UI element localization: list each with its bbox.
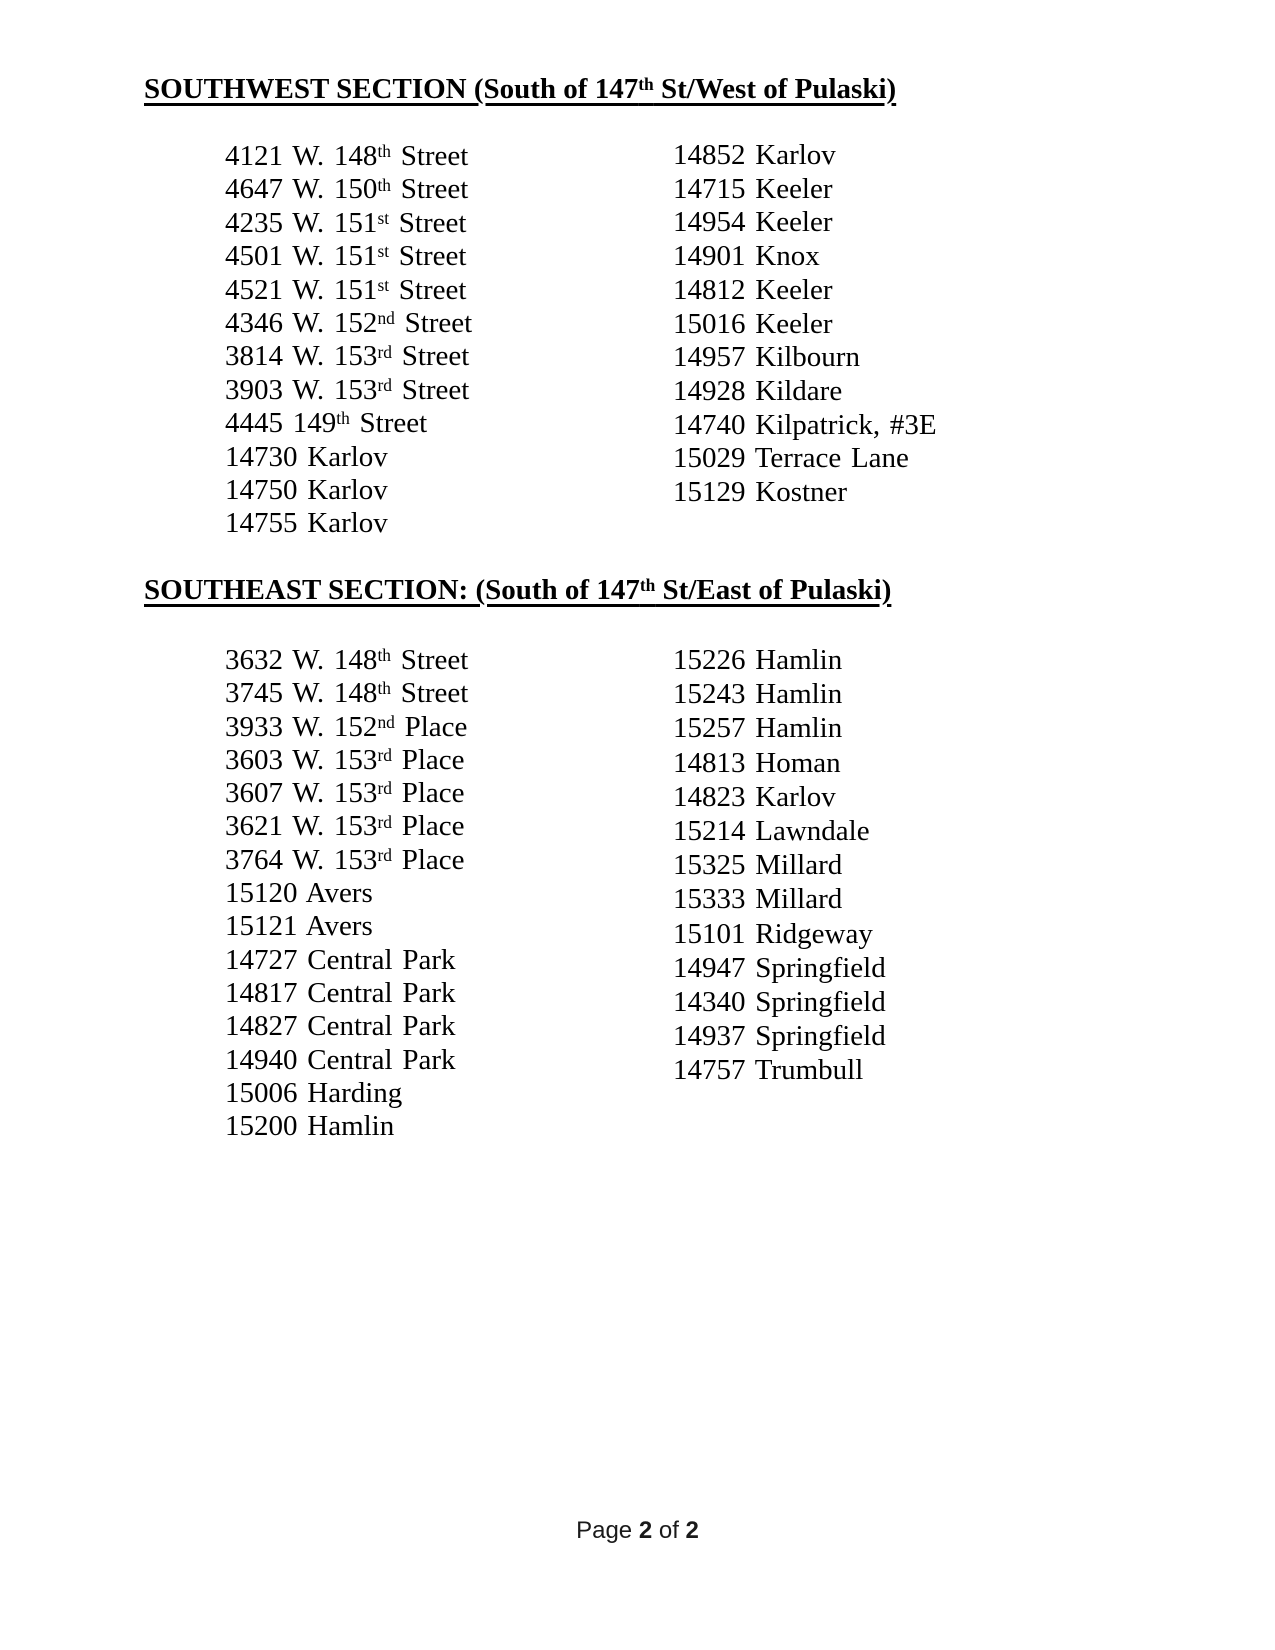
ordinal-superscript: th: [377, 174, 391, 195]
footer-total-pages: 2: [685, 1517, 699, 1544]
southeast-address-column-right: [673, 643, 886, 1088]
address-item: 14823 Karlov: [673, 780, 836, 813]
address-item: 14812 Keeler: [673, 273, 833, 306]
address-item: 14730 Karlov: [225, 440, 388, 473]
address-item: 14727 Central Park: [225, 943, 456, 976]
ordinal-superscript: th: [336, 408, 350, 429]
address-item: 14827 Central Park: [225, 1010, 456, 1043]
ordinal-superscript: nd: [377, 711, 395, 732]
address-item: 4521 W. 151st Street: [225, 273, 467, 306]
address-item: 3603 W. 153rd Place: [225, 743, 465, 776]
address-item: 14755 Karlov: [225, 507, 388, 540]
ordinal-superscript: th: [377, 141, 391, 162]
address-item: 3745 W. 148th Street: [225, 677, 469, 710]
address-item: 4501 W. 151st Street: [225, 240, 467, 273]
address-item: 15120 Avers: [225, 877, 373, 910]
address-item: 3814 W. 153rd Street: [225, 340, 470, 373]
ordinal-superscript: rd: [377, 745, 392, 766]
ordinal-superscript: st: [377, 207, 390, 228]
ordinal-superscript: nd: [377, 308, 395, 329]
address-item: 4346 W. 152nd Street: [225, 307, 473, 340]
ordinal-superscript: rd: [377, 844, 392, 865]
address-item: 15101 Ridgeway: [673, 917, 873, 950]
address-item: 15243 Hamlin: [673, 678, 843, 711]
address-item: 3933 W. 152nd Place: [225, 710, 468, 743]
address-item: 3621 W. 153rd Place: [225, 810, 465, 843]
address-item: 4445 149th Street: [225, 407, 428, 440]
address-item: 14340 Springfield: [673, 986, 886, 1019]
address-item: 14852 Karlov: [673, 139, 836, 171]
address-item: 4235 W. 151st Street: [225, 206, 467, 239]
address-item: 15325 Millard: [673, 849, 843, 882]
ordinal-superscript: st: [377, 241, 390, 262]
southwest-section-heading: SOUTHWEST SECTION (South of 147th St/West of Pulaski): [144, 73, 897, 105]
southeast-address-column-left: [225, 644, 468, 1143]
address-item: 14947 Springfield: [673, 951, 886, 984]
address-item: 15200 Hamlin: [225, 1110, 395, 1143]
ordinal-superscript: th: [639, 575, 656, 596]
address-item: 15121 Avers: [225, 910, 373, 943]
address-item: 14957 Kilbourn: [673, 341, 860, 374]
footer-of-label: of: [658, 1517, 679, 1544]
address-item: 15029 Terrace Lane: [673, 442, 909, 475]
address-item: 3903 W. 153rd Street: [225, 373, 470, 406]
address-item: 14928 Kildare: [673, 374, 843, 407]
address-item: 15226 Hamlin: [673, 644, 843, 676]
address-item: 14901 Knox: [673, 240, 820, 273]
ordinal-superscript: th: [377, 645, 391, 666]
address-item: 14954 Keeler: [673, 206, 833, 239]
footer-page-label: Page: [576, 1517, 633, 1544]
address-item: 15006 Harding: [225, 1076, 403, 1109]
southeast-section-heading: SOUTHEAST SECTION: (South of 147th St/East of Pulaski): [144, 574, 892, 606]
address-item: 4647 W. 150th Street: [225, 173, 469, 206]
address-item: 15214 Lawndale: [673, 815, 870, 848]
address-item: 14750 Karlov: [225, 474, 388, 507]
address-item: 3764 W. 153rd Place: [225, 843, 465, 876]
address-item: 15333 Millard: [673, 883, 843, 916]
address-item: 14715 Keeler: [673, 172, 833, 205]
ordinal-superscript: th: [377, 678, 391, 699]
ordinal-superscript: th: [638, 74, 654, 95]
footer-page-number: 2: [638, 1517, 653, 1544]
address-item: 15016 Keeler: [673, 307, 833, 340]
ordinal-superscript: rd: [377, 778, 392, 799]
ordinal-superscript: rd: [377, 811, 392, 832]
address-item: 14740 Kilpatrick, #3E: [673, 408, 937, 441]
address-item: 15257 Hamlin: [673, 712, 843, 745]
address-item: 14757 Trumbull: [673, 1054, 864, 1087]
address-item: 14817 Central Park: [225, 976, 456, 1009]
address-item: 15129 Kostner: [673, 476, 848, 509]
southwest-address-column-right: [673, 139, 937, 510]
southwest-address-column-left: [225, 140, 472, 541]
ordinal-superscript: rd: [377, 341, 392, 362]
address-item: 14937 Springfield: [673, 1020, 886, 1053]
address-item: 14813 Homan: [673, 746, 841, 779]
ordinal-superscript: rd: [377, 375, 392, 396]
page-footer: [0, 1517, 1275, 1545]
address-item: 3607 W. 153rd Place: [225, 777, 465, 810]
address-item: 14940 Central Park: [225, 1043, 456, 1076]
address-item: 4121 W. 148th Street: [225, 140, 469, 172]
address-item: 3632 W. 148th Street: [225, 644, 469, 676]
ordinal-superscript: st: [377, 274, 390, 295]
